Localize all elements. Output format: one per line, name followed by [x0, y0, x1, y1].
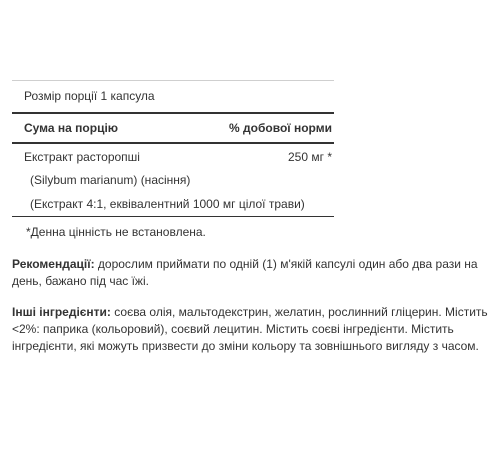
other-ingredients-text: соєва олія, мальтодекстрин, желатин, рослинний гліцерин. Містить <2%: паприка (кольоровий), соєвий лецитин. Містить соєві інгредієнти. Містить інгредієнти, які можуть призвести до зміни кольору та зовнішнього вигляду з часом.: [12, 305, 488, 353]
amount-per-serving-header: Сума на порцію: [24, 121, 119, 135]
other-ingredients-paragraph: [12, 304, 492, 355]
ingredient-source: (Silybum marianum) (насіння): [30, 173, 191, 187]
ingredient-extract-ratio: (Екстракт 4:1, еквівалентний 1000 мг цілої трави): [12, 192, 334, 217]
facts-header-row: [12, 114, 334, 144]
supplement-facts-table: [12, 80, 334, 247]
recommendations-paragraph: [12, 256, 492, 290]
ingredient-amount: 250 мг *: [288, 150, 332, 164]
ingredient-name: Екстракт расторопші: [24, 150, 140, 164]
ingredient-row: [12, 144, 334, 168]
recommendations-text: дорослим приймати по одній (1) м'якій капсулі один або два рази на день, бажано під час їжі.: [12, 257, 478, 288]
other-ingredients-label: Інші інгредієнти:: [12, 305, 111, 319]
recommendations-label: Рекомендації:: [12, 257, 95, 271]
serving-size: Розмір порції 1 капсула: [12, 81, 334, 114]
daily-value-footnote: *Денна цінність не встановлена.: [26, 225, 206, 239]
daily-value-header: % добової норми: [229, 121, 332, 135]
